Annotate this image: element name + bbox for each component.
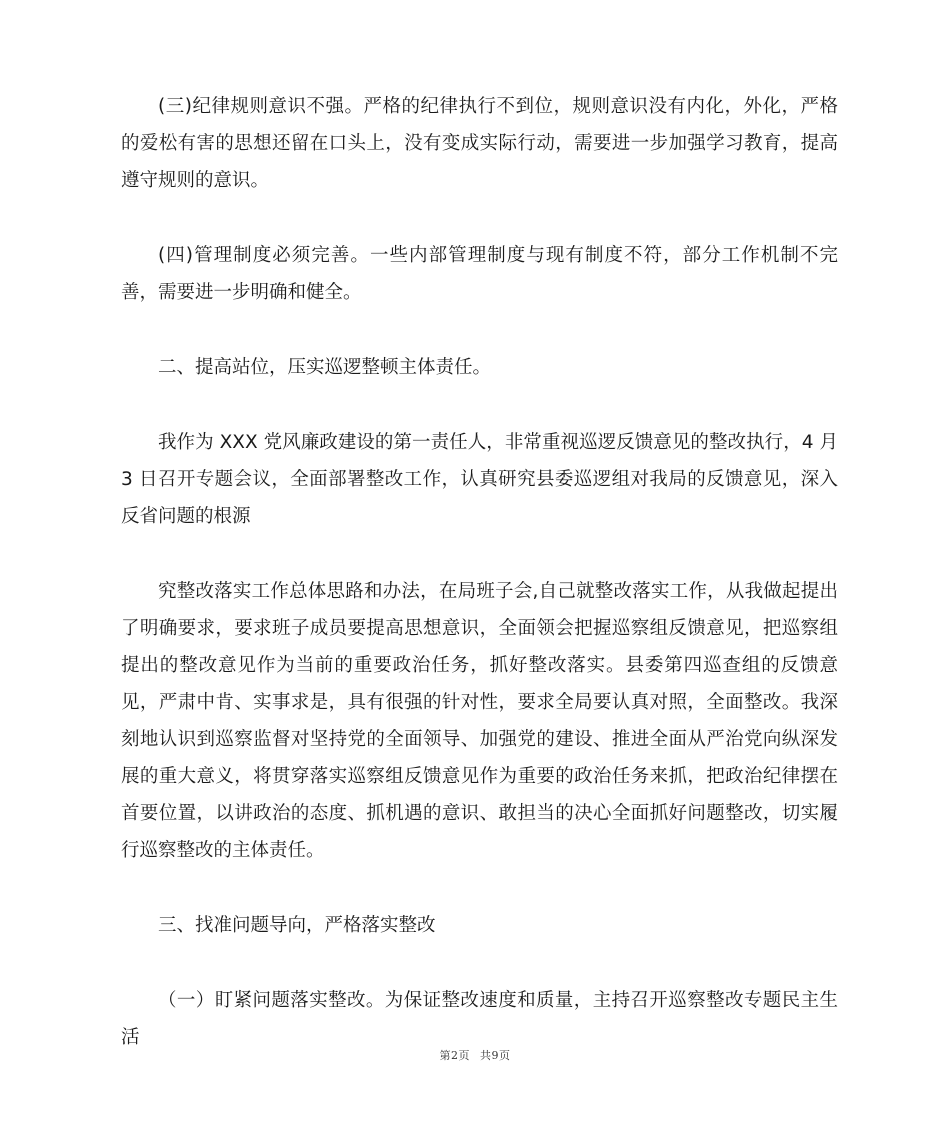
section-heading-problem-orientation: 三、找准问题导向，严格落实整改 xyxy=(158,915,436,936)
page-footer xyxy=(0,1047,950,1063)
page-number-current: 第2页 xyxy=(439,1049,470,1062)
section-heading-responsibility: 二、提高站位，压实巡逻整顿主体责任。 xyxy=(158,357,492,378)
page-number-total: 共9页 xyxy=(480,1049,511,1062)
paragraph-first-responsible-person: 我作为 XXX 党风廉政建设的第一责任人，非常重视巡逻反馈意见的整改执行，4 月 3 日召开专题会议，全面部署整改工作，认真研究县委巡逻组对我局的反馈意见，深入反省问题的根源 xyxy=(121,432,838,527)
document-body xyxy=(121,88,838,1056)
paragraph-rectification-approach: 究整改落实工作总体思路和办法，在局班子会,自己就整改落实工作，从我做起提出了明确要求，要求班子成员要提高思想意识，全面领会把握巡察组反馈意见，把巡察组提出的整改意见作为当前的重要政治任务，抓好整改落实。县委第四巡查组的反馈意见，严肃中肯、实事求是，具有很强的针对性，要求全局要认真对照，全面整改。我深刻地认识到巡察监督对坚持党的全面领导、加强党的建设、推进全面从严治党向纵深发展的重大意义，将贯穿落实巡察组反馈意见作为重要的政治任务来抓，把政治纪律摆在首要位置，以讲政治的态度、抓机遇的意识、敢担当的决心全面抓好问题整改，切实履行巡察整改的主体责任。 xyxy=(121,581,838,861)
paragraph-management-system: (四)管理制度必须完善。一些内部管理制度与现有制度不符，部分工作机制不完善，需要进一步明确和健全。 xyxy=(121,245,838,303)
paragraph-discipline-awareness: (三)纪律规则意识不强。严格的纪律执行不到位，规则意识没有内化，外化，严格的爱松有害的思想还留在口头上，没有变成实际行动，需要进一步加强学习教育，提高遵守规则的意识。 xyxy=(121,96,838,191)
paragraph-focus-on-problems: （一）盯紧问题落实整改。为保证整改速度和质量，主持召开巡察整改专题民主生活 xyxy=(121,990,838,1048)
